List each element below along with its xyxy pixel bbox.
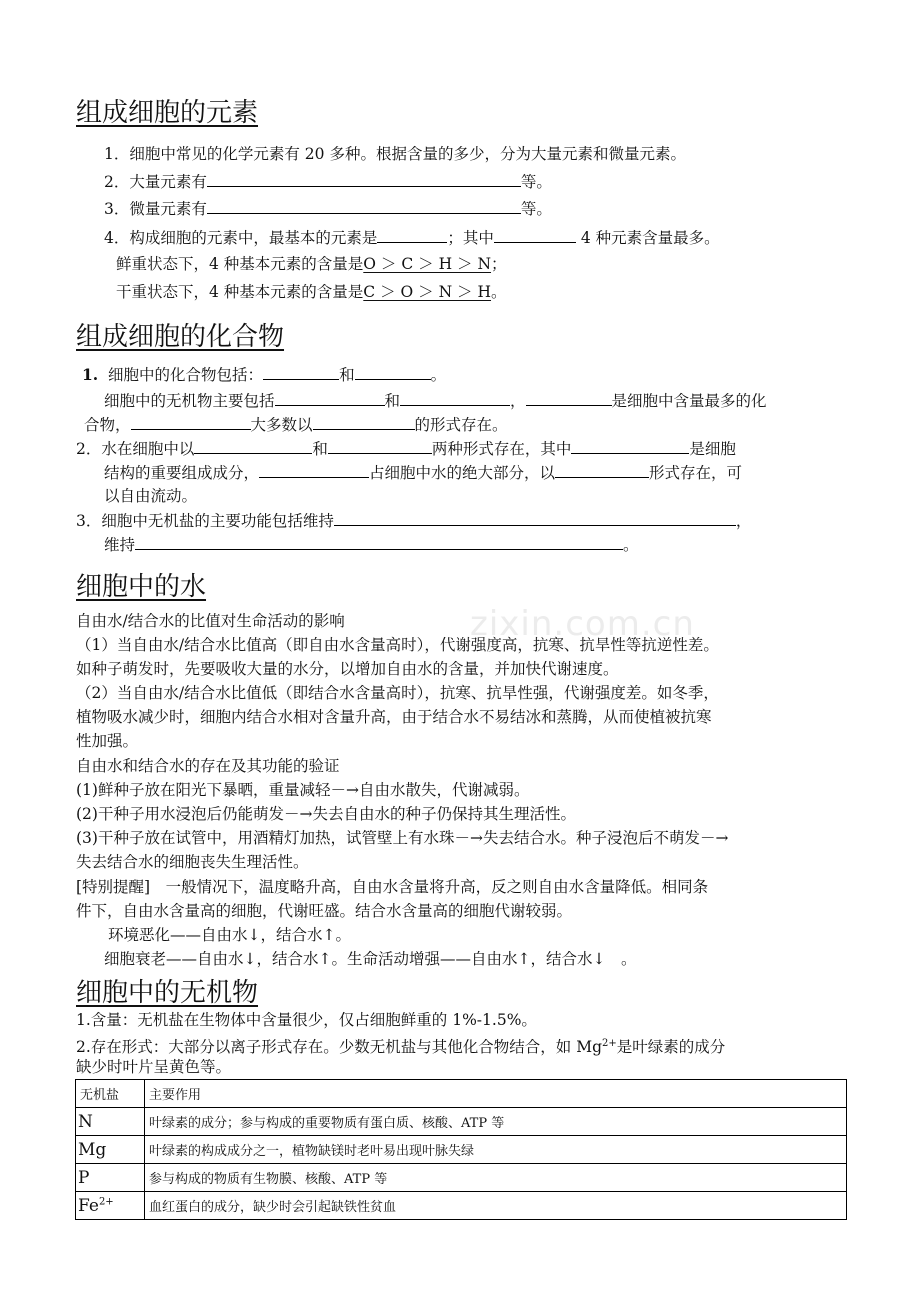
s1-l6-label: 干重状态下，4 种基本元素的含量是 — [116, 283, 364, 301]
section-title-inorganic: 细胞中的无机物 — [76, 978, 259, 1008]
cell-salt — [76, 1136, 145, 1164]
s2-l1-and: 和 — [339, 366, 355, 384]
s2-line-6: 以自由流动。 — [104, 487, 198, 505]
s3-p9: (2)干种子用水浸泡后仍能萌发－→失去自由水的种子仍保持其生理活性。 — [76, 805, 576, 823]
blank-water-form-2 — [328, 437, 432, 454]
s1-l3-end: 等。 — [520, 200, 552, 218]
blank-bound-water — [571, 437, 689, 454]
s1-line-6 — [116, 281, 507, 303]
blank-most-abundant — [526, 389, 612, 406]
fresh-weight-order: O ＞ C ＞ H ＞ N — [363, 255, 492, 273]
s2-l4-end: 是细胞 — [689, 440, 736, 458]
mg-charge: 2+ — [602, 1038, 617, 1049]
s2-l1-end: 。 — [430, 366, 447, 384]
table-row — [76, 1136, 847, 1164]
blank-four-elements — [494, 226, 576, 243]
s3-p2: （1）当自由水/结合水比值高（即自由水含量高时），代谢强度高，抗寒、抗旱性等抗逆性差。 — [76, 636, 719, 654]
cell-role: 血红蛋白的成分，缺少时会引起缺铁性贫血 — [145, 1192, 847, 1220]
cell-role: 参与构成的物质有生物膜、核酸、ATP 等 — [145, 1164, 847, 1192]
blank-trace-elements — [207, 197, 521, 214]
cell-role: 叶绿素的成分；参与构成的重要物质有蛋白质、核酸、ATP 等 — [145, 1108, 847, 1136]
s4-p2-start: 2.存在形式：大部分以离子形式存在。少数无机盐与其他化合物结合，如 Mg — [76, 1038, 603, 1057]
s3-p11: 失去结合水的细胞丧失生理活性。 — [76, 853, 309, 871]
s1-l4-end: 4 种元素含量最多。 — [575, 229, 720, 247]
section-title-elements: 组成细胞的元素 — [76, 98, 259, 128]
cell-salt — [76, 1192, 145, 1220]
s1-l2-label: 2．大量元素有 — [104, 173, 207, 191]
s2-l8-end: 。 — [623, 536, 639, 554]
salt-symbol: Fe — [78, 1195, 99, 1216]
s1-l4-mid: ；其中 — [447, 229, 494, 247]
s1-l4-label: 4．构成细胞的元素中，最基本的元素是 — [104, 229, 378, 247]
s2-line-8 — [104, 533, 639, 556]
s2-l3-label: 合物， — [84, 416, 131, 434]
s2-l2-and: 和 — [384, 392, 401, 410]
s1-l5-label: 鲜重状态下，4 种基本元素的含量是 — [116, 255, 364, 273]
s2-l7-label: 3．细胞中无机盐的主要功能包括维持 — [76, 512, 334, 530]
inorganic-salt-table — [75, 1079, 847, 1220]
s4-p3: 缺少时叶片呈黄色等。 — [76, 1058, 232, 1076]
s3-p8: (1)鲜种子放在阳光下暴晒，重量减轻－→自由水散失，代谢减弱。 — [76, 781, 530, 799]
s2-l5-end: 形式存在，可 — [649, 464, 743, 482]
s2-l5-mid: 占细胞中水的绝大部分，以 — [369, 464, 556, 482]
cell-salt — [76, 1108, 145, 1136]
blank-inorganic-2 — [400, 389, 510, 406]
header-role: 主要作用 — [145, 1080, 847, 1108]
blank-compound-1 — [263, 363, 339, 380]
s2-line-7 — [76, 509, 751, 532]
s2-line-1 — [82, 363, 446, 386]
s3-p1: 自由水/结合水的比值对生命活动的影响 — [76, 612, 345, 630]
s3-p15: 细胞衰老——自由水↓，结合水↑。生命活动增强——自由水↑，结合水↓ 。 — [104, 950, 637, 968]
s2-l4-and: 和 — [312, 440, 328, 458]
s2-line-2 — [104, 389, 767, 412]
table-row — [76, 1108, 847, 1136]
s2-l4-mid: 两种形式存在，其中 — [431, 440, 572, 458]
s2-l5-label: 结构的重要组成成分， — [104, 464, 260, 482]
s2-line-5 — [104, 461, 742, 484]
blank-compound-2 — [355, 363, 431, 380]
s1-line-1: 1．细胞中常见的化学元素有 20 多种。根据含量的多少，分为大量元素和微量元素。 — [104, 145, 686, 163]
salt-symbol: P — [78, 1167, 90, 1188]
s2-l1-label: 细胞中的化合物包括： — [108, 366, 264, 384]
s3-p10: (3)干种子放在试管中，用酒精灯加热，试管壁上有水珠－→失去结合水。种子浸泡后不萌发－→ — [76, 829, 729, 847]
s3-p3: 如种子萌发时，先要吸收大量的水分，以增加自由水的含量，并加快代谢速度。 — [76, 660, 619, 678]
blank-salt-function-2 — [135, 533, 623, 550]
table-row — [76, 1164, 847, 1192]
salt-charge: 2+ — [98, 1195, 114, 1207]
blank-major-elements — [207, 170, 521, 187]
section-title-water: 细胞中的水 — [76, 572, 207, 602]
salt-symbol: N — [78, 1111, 93, 1132]
blank-free-form — [555, 461, 649, 478]
s3-p7: 自由水和结合水的存在及其功能的验证 — [76, 757, 340, 775]
s2-line-3 — [84, 413, 508, 436]
s2-l8-label: 维持 — [104, 536, 136, 554]
table-row — [76, 1192, 847, 1220]
s3-p14: 环境恶化——自由水↓，结合水↑。 — [108, 926, 351, 944]
salt-symbol: Mg — [78, 1139, 107, 1160]
blank-form — [313, 413, 415, 430]
blank-salt-function-1 — [334, 509, 736, 526]
s2-l2-label: 细胞中的无机物主要包括 — [104, 392, 275, 410]
dry-weight-order: C ＞ O ＞ N ＞ H — [363, 283, 492, 301]
cell-role: 叶绿素的构成成分之一，植物缺镁时老叶易出现叶脉失绿 — [145, 1136, 847, 1164]
s1-line-5 — [116, 253, 507, 275]
s3-p4: （2）当自由水/结合水比值低（即结合水含量高时），抗寒、抗旱性强，代谢强度差。如冬季， — [76, 684, 719, 702]
s3-p5: 植物吸水减少时，细胞内结合水相对含量升高，由于结合水不易结冰和蒸腾，从而使植被抗寒 — [76, 708, 712, 726]
s4-p2 — [76, 1033, 725, 1058]
s1-line-3 — [104, 197, 552, 220]
s3-p13: 件下，自由水含量高的细胞，代谢旺盛。结合水含量高的细胞代谢较弱。 — [76, 902, 573, 920]
s1-l3-label: 3．微量元素有 — [104, 200, 207, 218]
s2-l2-end: 是细胞中含量最多的化 — [611, 392, 767, 410]
cell-salt — [76, 1164, 145, 1192]
watermark: zixin.com.cn — [470, 604, 695, 644]
s2-line-4 — [76, 437, 736, 460]
header-salt: 无机盐 — [76, 1080, 145, 1108]
s1-line-4 — [104, 226, 720, 249]
s2-l3-end: 的形式存在。 — [414, 416, 508, 434]
s4-p1: 1.含量：无机盐在生物体中含量很少，仅占细胞鲜重的 1%-1.5%。 — [76, 1011, 537, 1029]
s1-line-2 — [104, 170, 552, 193]
section-title-compounds: 组成细胞的化合物 — [76, 322, 285, 352]
s3-p12: [特别提醒] 一般情况下，温度略升高，自由水含量将升高，反之则自由水含量降低。相同条 — [76, 878, 709, 896]
s2-l3-mid: 大多数以 — [250, 416, 313, 434]
blank-basic-element — [377, 226, 447, 243]
s1-l6-end: 。 — [491, 283, 507, 301]
blank-salt — [131, 413, 251, 430]
s1-l2-end: 等。 — [520, 173, 552, 191]
blank-inorganic-1 — [275, 389, 385, 406]
s2-l7-end: ， — [735, 512, 752, 530]
s2-l4-label: 2．水在细胞中以 — [76, 440, 195, 458]
blank-free-water — [259, 461, 369, 478]
s4-p2-end: 是叶绿素的成分 — [616, 1038, 726, 1057]
s1-l5-end: ； — [491, 255, 507, 273]
table-header-row — [76, 1080, 847, 1108]
s2-l2-comma: ， — [510, 392, 526, 410]
s2-l1-num: 1. — [82, 365, 99, 384]
s3-p6: 性加强。 — [76, 732, 139, 750]
blank-water-form-1 — [194, 437, 312, 454]
